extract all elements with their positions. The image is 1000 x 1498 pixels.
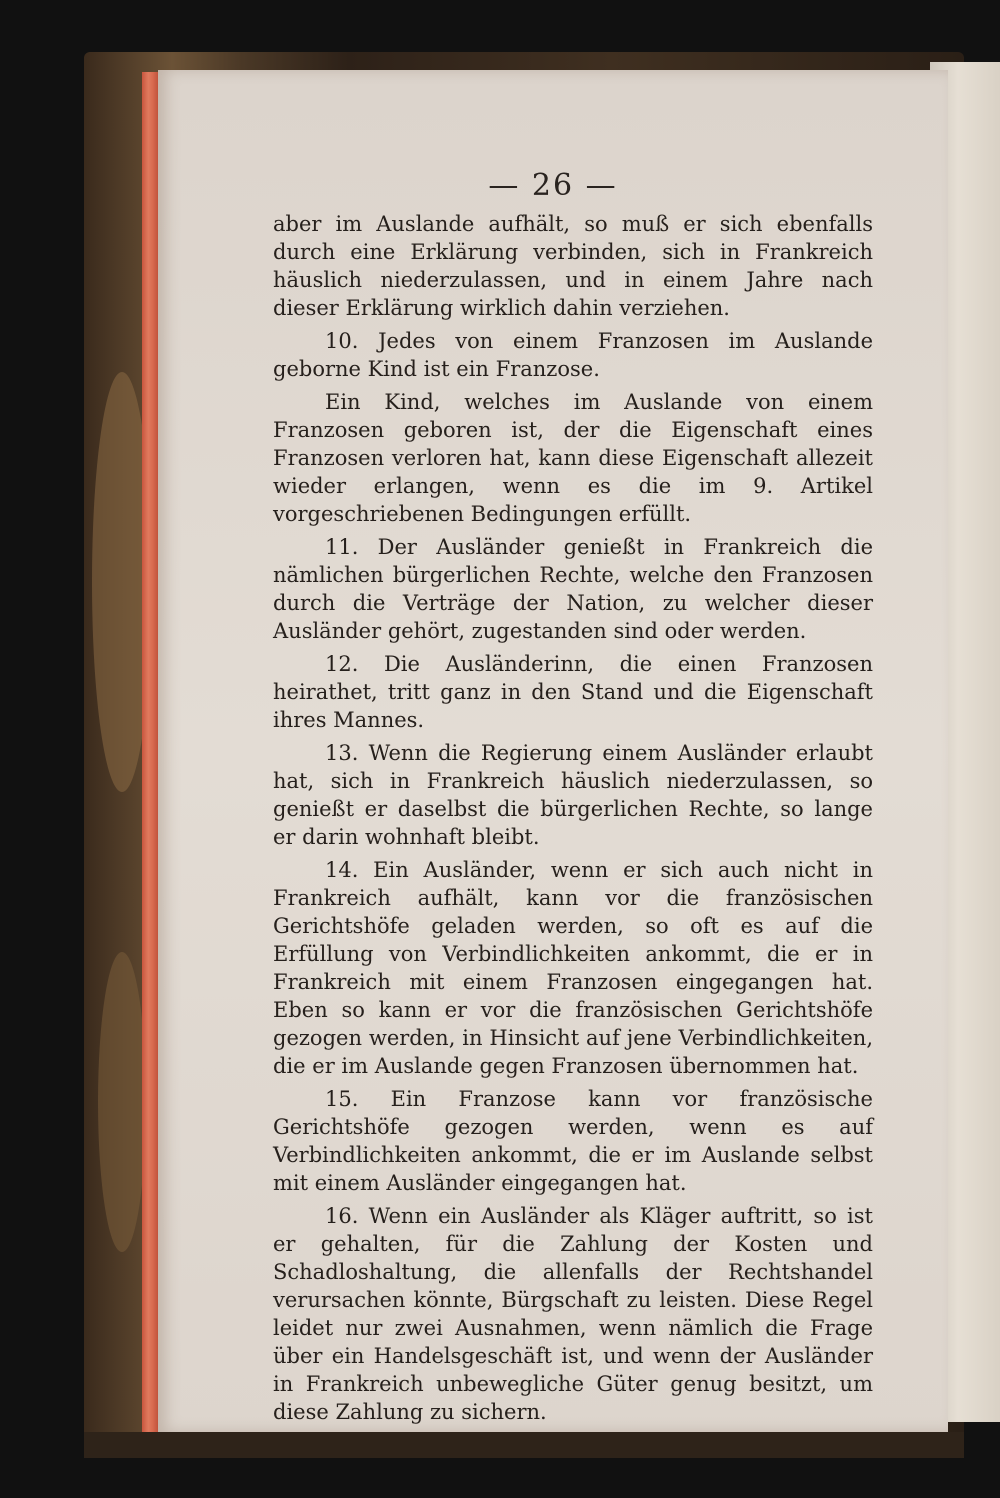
paragraph: 16. Wenn ein Ausländer als Kläger auftritt, so ist er gehalten, für die Zahlung der Kosten und Schadloshaltung, die allenfalls der Rechtshandel verursachen könnte, Bürgschaft zu leisten. Diese Regel leidet nur zwei Ausnahmen, wenn nämlich die Frage über ein Handelsgeschäft ist, und wenn der Ausländer in Frankreich unbewegliche Güter genug besitzt, um diese Zahlung zu sichern. bbox=[273, 1204, 873, 1424]
paragraph: 12. Die Ausländerinn, die einen Franzosen heirathet, tritt ganz in den Stand und die Eigenschaft ihres Mannes. bbox=[273, 652, 873, 732]
paragraph: Ein Kind, welches im Auslande von einem Franzosen geboren ist, der die Eigenschaft eines Franzosen verloren hat, kann diese Eigenschaft allezeit wieder erlangen, wenn es die im 9. Artikel vorgeschriebenen Bedingungen erfüllt. bbox=[273, 390, 873, 526]
paragraph: 11. Der Ausländer genießt in Frankreich die nämlichen bürgerlichen Rechte, welche den Franzosen durch die Verträge der Nation, zu welcher dieser Ausländer gehört, zugestanden sind oder werden. bbox=[273, 535, 873, 643]
page-text bbox=[273, 210, 873, 1431]
paragraph: 10. Jedes von einem Franzosen im Auslande geborne Kind ist ein Franzose. bbox=[273, 329, 873, 381]
paragraph: 14. Ein Ausländer, wenn er sich auch nicht in Frankreich aufhält, kann vor die französischen Gerichtshöfe geladen werden, so oft es auf die Erfüllung von Verbindlichkeiten ankommt, die er in Frankreich mit einem Franzosen eingegangen hat. Eben so kann er vor die französischen Gerichtshöfe gezogen werden, in Hinsicht auf jene Verbindlichkeiten, die er im Auslande gegen Franzosen übernommen hat. bbox=[273, 858, 873, 1078]
cover-bottom-edge bbox=[84, 1432, 964, 1458]
page-number: — 26 — bbox=[488, 168, 618, 203]
cover-stain bbox=[98, 952, 146, 1252]
paragraph: 15. Ein Franzose kann vor französische Gerichtshöfe gezogen werden, wenn es auf Verbindlichkeiten ankommt, die er im Auslande selbst mit einem Ausländer eingegangen hat. bbox=[273, 1087, 873, 1195]
paragraph: 13. Wenn die Regierung einem Ausländer erlaubt hat, sich in Frankreich häuslich niederzulassen, so genießt er daselbst die bürgerlichen Rechte, so lange er darin wohnhaft bleibt. bbox=[273, 741, 873, 849]
paragraph: aber im Auslande aufhält, so muß er sich ebenfalls durch eine Erklärung verbinden, sich in Frankreich häuslich niederzulassen, und in einem Jahre nach dieser Erklärung wirklich dahin verziehen. bbox=[273, 212, 873, 320]
book-page bbox=[158, 70, 948, 1432]
